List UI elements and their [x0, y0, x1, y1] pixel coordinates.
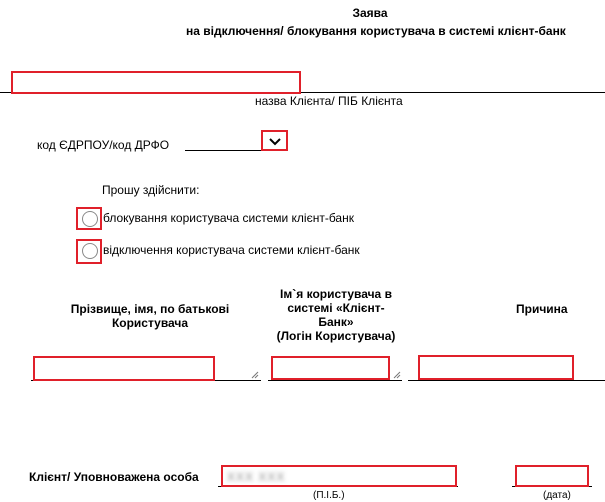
resize-grip-icon[interactable]	[251, 371, 259, 379]
option-block-label: блокування користувача системи клієнт-банк	[103, 211, 354, 225]
date-field[interactable]	[515, 465, 589, 487]
col-fullname-header-line2: Користувача	[111, 316, 189, 330]
col-fullname-header-line1: Прізвище, імя, по батькові	[70, 302, 230, 316]
person-label: Клієнт/ Уповноважена особа	[29, 470, 199, 484]
col-login-header-line1: Ім`я користувача в	[280, 287, 392, 301]
signature-value: ХХХ ХХХ	[227, 470, 286, 484]
page-title: Заява	[352, 6, 388, 20]
request-label: Прошу здійснити:	[102, 183, 200, 197]
col-login-header-line4: (Логін Користувача)	[276, 329, 396, 343]
signature-field[interactable]	[221, 465, 457, 487]
row-underline-reason	[408, 380, 605, 381]
col-login-header-line2: системі «Клієнт-	[287, 301, 385, 315]
col-fullname-header	[40, 302, 260, 330]
login-input[interactable]	[271, 356, 390, 380]
fullname-input[interactable]	[33, 356, 215, 381]
radio-disable-user[interactable]	[76, 239, 102, 264]
client-name-field[interactable]	[11, 71, 301, 94]
radio-block-user[interactable]	[76, 207, 102, 230]
resize-grip-icon[interactable]	[393, 371, 401, 379]
client-name-caption: назва Клієнта/ ПІБ Клієнта	[255, 94, 403, 108]
row-underline-login	[268, 380, 402, 381]
radio-circle-icon	[82, 211, 98, 227]
pib-caption: (П.І.Б.)	[313, 490, 345, 501]
edrpou-label: код ЄДРПОУ/код ДРФО	[37, 138, 170, 152]
reason-input[interactable]	[418, 355, 574, 380]
option-disable-label: відключення користувача системи клієнт-банк	[103, 243, 360, 257]
col-login-header-line3: Банк»	[318, 315, 354, 329]
radio-circle-icon	[82, 243, 98, 259]
col-login-header	[268, 287, 404, 343]
chevron-down-icon	[269, 138, 281, 146]
page-subtitle: на відключення/ блокування користувача в системі клієнт-банк	[186, 24, 566, 38]
edrpou-dropdown[interactable]	[261, 130, 288, 151]
col-reason-header: Причина	[516, 302, 568, 316]
date-caption: (дата)	[543, 490, 571, 501]
